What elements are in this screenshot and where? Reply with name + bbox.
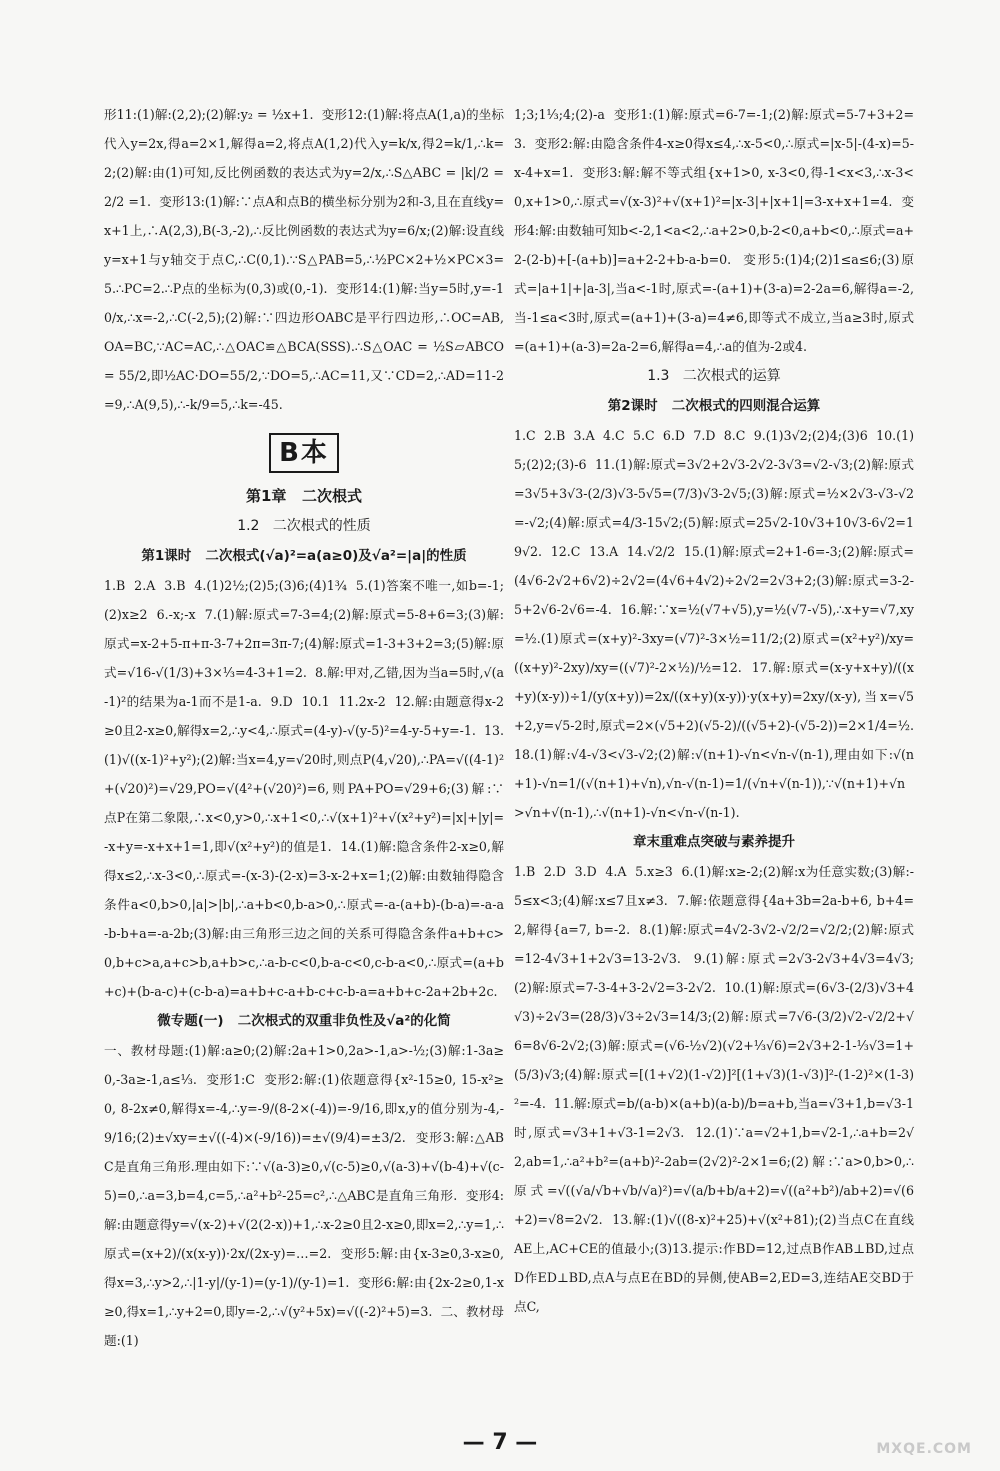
- section-title-1-2: 1.2 二次根式的性质: [237, 518, 371, 534]
- lesson-title-2: 第2课时 二次根式的四则混合运算: [607, 398, 821, 414]
- micro-topic-title: 微专题(一) 二次根式的双重非负性及√a²的化简: [157, 1013, 451, 1029]
- page-number: — 7 —: [462, 1430, 538, 1455]
- watermark: MXQE.COM: [876, 1441, 972, 1457]
- micro-topic-answers: 一、教材母题:(1)解:a≥0;(2)解:2a+1>0,2a>-1,a>-½;(3)解:1-3a≥0,-3a≥-1,a≤⅓. 变形1:C 变形2:解:(1)依题意得{x²-15≥0, 15-x²≥0, 8-2x≠0,解得x=-4,∴y=-9/(8-2×(-4))=-9/16,即x,y的值分别为-4,-9/16;(2)±√xy=±√((-4)×(-9/16))=±√(9/4)=±3/2. 变形3:解:△ABC是直角三角形.理由如下:∵√(a-3)≥0,√(c-5)≥0,√(a-3)+√(b-4)+√(c-5)=0,∴a=3,b=4,c=5,∴a²+b²-25=c²,∴△ABC是直角三角形. 变形4:解:由题意得y=√(x-2)+√(2(2-x))+1,∴x-2≥0且2-x≥0,即x=2,∴y=1,∴原式=(x+2)/(x(x-y))·2x/(2x-y)=…=2. 变形5:解:由{x-3≥0,3-x≥0,得x=3,∴y>2,∴|1-y|/(y-1)=(y-1)/(y-1)=1. 变形6:解:由{2x-2≥0,1-x≥0,得x=1,∴y+2=0,即y=-2,∴√(y²+5x)=√((-2)²+5)=3. 二、教材母题:(1): [104, 1043, 504, 1348]
- chapter-summary-title: 章末重难点突破与素养提升: [633, 834, 795, 850]
- chapter-summary-answers: 1.B 2.D 3.D 4.A 5.x≥3 6.(1)解:x≥-2;(2)解:x为任意实数;(3)解:-5≤x<3;(4)解:x≤7且x≠3. 7.解:依题意得{4a+3b=2a-b+6, b+4=2,解得{a=7, b=-2. 8.(1)解:原式=4√2-3√2-√2/2=√2/2;(2)解:原式=12-4√3+1+2√3=13-2√3. 9.(1)解:原式=2√3-2√3+4√3=4√3;(2)解:原式=7-3-4+3-2√2=3-2√2. 10.(1)解:原式=(6√3-(2/3)√3+4√3)÷2√3=(28/3)√3÷2√3=14/3;(2)解:原式=7√6-(3/2)√2-√2/2+√6=8√6-2√2;(3)解:原式=(√6-½√2)(√2+⅓√6)=2√3+2-1-⅓√3=1+(5/3)√3;(4)解:原式=[(1+√2)(1-√2)]²[(1+√3)(1-√3)]²-(1-2)²×(1-3)²=-4. 11.解:原式=b/(a-b)×(a+b)(a-b)/b=a+b,当a=√3+1,b=√3-1时,原式=√3+1+√3-1=2√3. 12.(1)∵a=√2+1,b=√2-1,∴a+b=2√2,ab=1,∴a²+b²=(a+b)²-2ab=(2√2)²-2×1=6;(2)解:∵a>0,b>0,∴原式=√((√a/√b+√b/√a)²)=√(a/b+b/a+2)=√((a²+b²)/ab+2)=√(6+2)=√8=2√2. 13.解:(1)√((8-x)²+25)+√(x²+81);(2)当点C在直线AE上,AC+CE的值最小;(3)13.提示:作BD=12,过点B作AB⊥BD,过点D作ED⊥BD,点A与点E在BD的异侧,使AB=2,ED=3,连结AE交BD于点C,: [514, 864, 914, 1314]
- right-column: [514, 100, 923, 1321]
- book-b-badge-wrap: [104, 433, 504, 473]
- chapter-title: 第1章 二次根式: [245, 487, 363, 505]
- book-b-badge: B本: [269, 433, 339, 473]
- left-column: [104, 100, 509, 1355]
- section-title-1-3: 1.3 二次根式的运算: [647, 368, 781, 384]
- right-top-paragraph: 1;3;1⅓;4;(2)-a 变形1:(1)解:原式=6-7=-1;(2)解:原式=5-7+3+2=3. 变形2:解:由隐含条件4-x≥0得x≤4,∴x-5<0,∴原式=|x-5|-(4-x)=5-x-4+x=1. 变形3:解:解不等式组{x+1>0, x-3<0,得-1<x<3,∴x-3<0,x+1>0,∴原式=√(x-3)²+√(x+1)²=|x-3|+|x+1|=3-x+x+1=4. 变形4:解:由数轴可知b<-2,1<a<2,∴a+2>0,b-2<0,a+b<0,∴原式=a+2-(2-b)+[-(a+b)]=a+2-2+b-a-b=0. 变形5:(1)4;(2)1≤a≤6;(3)原式=|a+1|+|a-3|,当a<-1时,原式=-(a+1)+(3-a)=2-2a=6,解得a=-2,当-1≤a<3时,原式=(a+1)+(3-a)=4≠6,即等式不成立,当a≥3时,原式=(a+1)+(a-3)=2a-2=6,解得a=4,∴a的值为-2或4.: [514, 107, 914, 354]
- lesson-title-1: 第1课时 二次根式(√a)²=a(a≥0)及√a²=|a|的性质: [141, 548, 467, 564]
- lesson-2-answers: 1.C 2.B 3.A 4.C 5.C 6.D 7.D 8.C 9.(1)3√2;(2)4;(3)6 10.(1)5;(2)2;(3)-6 11.(1)解:原式=3√2+2√3-2√2-3√3=√2-√3;(2)解:原式=3√5+3√3-(2/3)√3-5√5=(7/3)√3-2√5;(3)解:原式=½×2√3-√3-√2=-√2;(4)解:原式=4/3-15√2;(5)解:原式=25√2-10√3+10√3-6√2=19√2. 12.C 13.A 14.√2/2 15.(1)解:原式=2+1-6=-3;(2)解:原式=(4√6-2√2+6√2)÷2√2=(4√6+4√2)÷2√2=2√3+2;(3)解:原式=3-2-5+2√6-2√6=-4. 16.解:∵x=½(√7+√5),y=½(√7-√5),∴x+y=√7,xy=½.(1)原式=(x+y)²-3xy=(√7)²-3×½=11/2;(2)原式=(x²+y²)/xy=((x+y)²-2xy)/xy=((√7)²-2×½)/½=12. 17.解:原式=(x-y+x+y)/((x+y)(x-y))÷1/(y(x+y))=2x/((x+y)(x-y))·y(x+y)=2xy/(x-y),当x=√5+2,y=√5-2时,原式=2×(√5+2)(√5-2)/((√5+2)-(√5-2))=2×1/4=½. 18.(1)解:√4-√3<√3-√2;(2)解:√(n+1)-√n<√n-√(n-1),理由如下:√(n+1)-√n=1/(√(n+1)+√n),√n-√(n-1)=1/(√n+√(n-1)),∵√(n+1)+√n>√n+√(n-1),∴√(n+1)-√n<√n-√(n-1).: [514, 428, 923, 820]
- left-top-paragraph: 形11:(1)解:(2,2);(2)解:y₂ = ½x+1. 变形12:(1)解:将点A(1,a)的坐标代入y=2x,得a=2×1,解得a=2,将点A(1,2)代入y=k/x,得2=k/1,∴k=2;(2)解:由(1)可知,反比例函数的表达式为y=2/x,∴S△ABC = |k|/2 = 2/2 =1. 变形13:(1)解:∵点A和点B的横坐标分别为2和-3,且在直线y=x+1上,∴A(2,3),B(-3,-2),∴反比例函数的表达式为y=6/x;(2)解:设直线y=x+1与y轴交于点C,∴C(0,1).∵S△PAB=5,∴½PC×2+½×PC×3=5.∴PC=2.∴P点的坐标为(0,3)或(0,-1). 变形14:(1)解:当y=5时,y=-10/x,∴x=-2,∴C(-2,5);(2)解:∵四边形OABC是平行四边形,∴OC=AB,OA=BC,∵AC=AC,∴△OAC≌△BCA(SSS).∴S△OAC = ½S▱ABCO = 55/2,即½AC·DO=55/2,∵DO=5,∴AC=11,又∵CD=2,∴AD=11-2=9,∴A(9,5),∴-k/9=5,∴k=-45.: [104, 107, 509, 412]
- lesson-1-answers: 1.B 2.A 3.B 4.(1)2½;(2)5;(3)6;(4)1¾ 5.(1)答案不唯一,如b=-1;(2)x≥2 6.-x;-x 7.(1)解:原式=7-3=4;(2)解:原式=5-8+6=3;(3)解:原式=x-2+5-π+π-3-7+2π=3π-7;(4)解:原式=1-3+3+2=3;(5)解:原式=√16-√(1/3)+3×⅓=4-3+1=2. 8.解:甲对,乙错,因为当a=5时,√(a-1)²的结果为a-1而不是1-a. 9.D 10.1 11.2x-2 12.解:由题意得x-2≥0且2-x≥0,解得x=2,∴y<4,∴原式=(4-y)-√(y-5)²=4-y-5+y=-1. 13.(1)√((x-1)²+y²);(2)解:当x=4,y=√20时,则点P(4,√20),∴PA=√((4-1)²+(√20)²)=√29,PO=√(4²+(√20)²)=6,则PA+PO=√29+6;(3)解:∵点P在第二象限,∴x<0,y>0,∴x+1<0,∴√(x+1)²+√(x²+y²)=|x|+|y|=-x+y=-x+x+1=1,即√(x²+y²)的值是1. 14.(1)解:隐含条件2-x≥0,解得x≤2,∴x-3<0,∴原式=-(x-3)-(2-x)=3-x-2+x=1;(2)解:由数轴得隐含条件a<0,b>0,|a|>|b|,∴a+b<0,b-a>0,∴原式=-a-(a+b)-(b-a)=-a-a-b-b+a=-a-2b;(3)解:由三角形三边之间的关系可得隐含条件a+b+c>0,b+c>a,a+c>b,a+b>c,∴a-b-c<0,b-a-c<0,c-b-a<0,∴原式=(a+b+c)+(b-a-c)+(c-b-a)=a+b+c-a+b-c+c-b-a=a+b+c-2a+2b+2c.: [104, 578, 504, 999]
